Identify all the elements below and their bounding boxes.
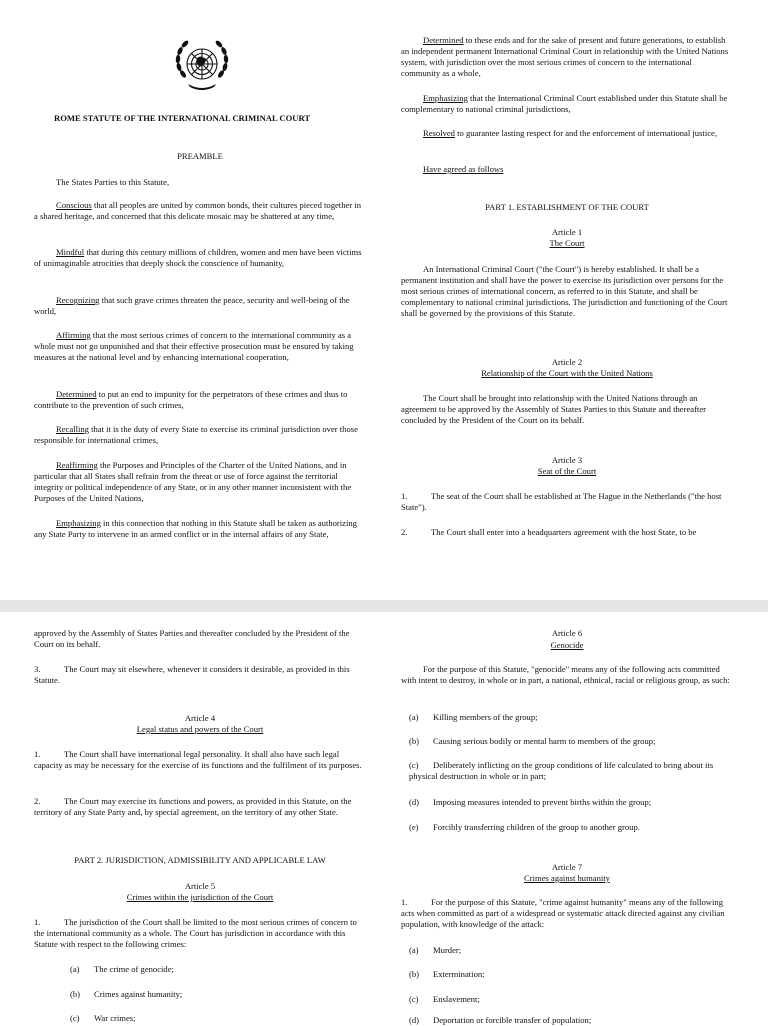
list-item: (a) Murder; [409,945,462,955]
preamble-heading: PREAMBLE [177,151,223,161]
list-item: (d) Deportation or forcible transfer of population; [409,1015,592,1025]
preamble-para: Reaffirming the Purposes and Principles of the Charter of the United Nations, and in particular that all States shall refrain from the threat or use of force against the territorial integrity or political independence of any State, or in any other manner inconsistent with the Purposes of the United Nations, [34,460,352,503]
article-7-paragraph-1: 1. For the purpose of this Statute, "crime against humanity" means any of the following acts when committed as part of a widespread or systematic attack directed against any civilian population, with knowledge of the attack: [401,897,725,929]
article-4-title: Legal status and powers of the Court [136,724,264,734]
article-4-number: Article 4 [184,713,216,723]
preamble-para: Conscious that all peoples are united by common bonds, their cultures pieced together in a shared heritage, and concerned that this delicate mosaic may be shattered at any time, [34,200,362,221]
part-2-heading: PART 2. JURISDICTION, ADMISSIBILITY AND APPLICABLE LAW [74,855,326,865]
preamble-para: Emphasizing in this connection that nothing in this Statute shall be taken as authorizing any State Party to intervene in an armed conflict or in the internal affairs of any State, [34,518,357,539]
document-title: ROME STATUTE OF THE INTERNATIONAL CRIMINAL COURT [54,113,311,123]
preamble-para: Resolved to guarantee lasting respect for and the enforcement of international justice, [423,128,717,138]
continued-text: approved by the Assembly of States Parties and thereafter concluded by the President of the Court on its behalf. [34,628,350,649]
preamble-para: Determined to put an end to impunity for the perpetrators of these crimes and thus to contribute to the prevention of such crimes, [34,389,348,410]
article-7-number: Article 7 [551,862,583,872]
preamble-para: Mindful that during this century millions of children, women and men have been victims of unimaginable atrocities that deeply shock the conscience of humanity, [34,247,362,268]
preamble-para: Recalling that it is the duty of every State to exercise its criminal jurisdiction over those responsible for international crimes, [34,424,358,445]
article-6-text: For the purpose of this Statute, "genocide" means any of the following acts committed with intent to destroy, in whole or in part, a national, ethnical, racial or religious group, as such: [401,664,730,685]
list-item: (d) Imposing measures intended to prevent births within the group; [409,797,652,807]
article-3-paragraph-3: 3. The Court may sit elsewhere, whenever it considers it desirable, as provided in this Statute. [34,664,350,685]
list-item: (b) Crimes against humanity; [70,989,183,999]
article-5-paragraph-1: 1. The jurisdiction of the Court shall be limited to the most serious crimes of concern to the international community as a whole. The Court has jurisdiction in accordance with this Statute with respect to the following crimes: [34,917,357,949]
agreed-text: Have agreed as follows [423,164,504,174]
article-4-paragraph-2: 2. The Court may exercise its functions and powers, as provided in this Statute, on the territory of any State Party and, by special agreement, on the territory of any other State. [34,796,352,817]
article-1-text: An International Criminal Court ("the Court") is hereby established. It shall be a permanent institution and shall have the power to exercise its jurisdiction over persons for the most serious crimes of international concern, as referred to in this Statute, and shall be complementary to national criminal jurisdictions. The jurisdiction and functioning of the Court shall be governed by the provisions of this Statute. [401,264,728,318]
preamble-intro: The States Parties to this Statute, [56,177,170,187]
article-6-title: Genocide [550,640,584,650]
preamble-para: Affirming that the most serious crimes of concern to the international community as a whole must not go unpunished and that their effective prosecution must be ensured by taking measures at the national level and by enhancing international cooperation, [34,330,354,362]
list-item: (c) Enslavement; [409,994,480,1004]
preamble-para: Emphasizing that the International Criminal Court established under this Statute shall be complementary to national criminal jurisdictions, [401,93,728,114]
article-1-title: The Court [549,238,585,248]
article-4-paragraph-1: 1. The Court shall have international legal personality. It shall also have such legal capacity as may be necessary for the exercise of its functions and the fulfilment of its purposes. [34,749,362,770]
article-3-number: Article 3 [551,455,583,465]
article-6-number: Article 6 [551,628,583,638]
list-item: (b) Causing serious bodily or mental harm to members of the group; [409,736,656,746]
list-item: (a) Killing members of the group; [409,712,538,722]
preamble-para: Determined to these ends and for the sake of present and future generations, to establish an independent permanent International Criminal Court in relationship with the United Nations system, with jurisdiction over the most serious crimes of concern to the international community as a whole, [401,35,729,78]
article-5-title: Crimes within the jurisdiction of the Court [126,892,274,902]
article-1-number: Article 1 [551,227,583,237]
preamble-para: Recognizing that such grave crimes threaten the peace, security and well-being of the world, [34,295,350,316]
list-item: (c) Deliberately inflicting on the group conditions of life calculated to bring about its physical destruction in whole or in part; [409,760,714,781]
article-2-number: Article 2 [551,357,583,367]
article-3-paragraph-1: 1. The seat of the Court shall be established at The Hague in the Netherlands ("the host State"). [401,491,722,512]
list-item: (c) War crimes; [70,1013,136,1023]
article-2-title: Relationship of the Court with the United Nations [481,368,653,378]
part-1-heading: PART 1. ESTABLISHMENT OF THE COURT [485,202,649,212]
article-7-title: Crimes against humanity [524,873,610,883]
list-item: (b) Extermination; [409,969,485,979]
list-item: (a) The crime of genocide; [70,964,174,974]
document-page-bottom [0,612,768,1024]
un-emblem-icon [166,34,238,96]
article-3-paragraph-2: 2. The Court shall enter into a headquarters agreement with the host State, to be [401,527,697,537]
article-5-number: Article 5 [184,881,216,891]
article-2-text: The Court shall be brought into relationship with the United Nations through an agreement to be approved by the Assembly of States Parties to this Statute and thereafter concluded by the President of the Court on its behalf. [401,393,706,425]
page-separator [0,600,768,612]
list-item: (e) Forcibly transferring children of the group to another group. [409,822,640,832]
article-3-title: Seat of the Court [537,466,597,476]
